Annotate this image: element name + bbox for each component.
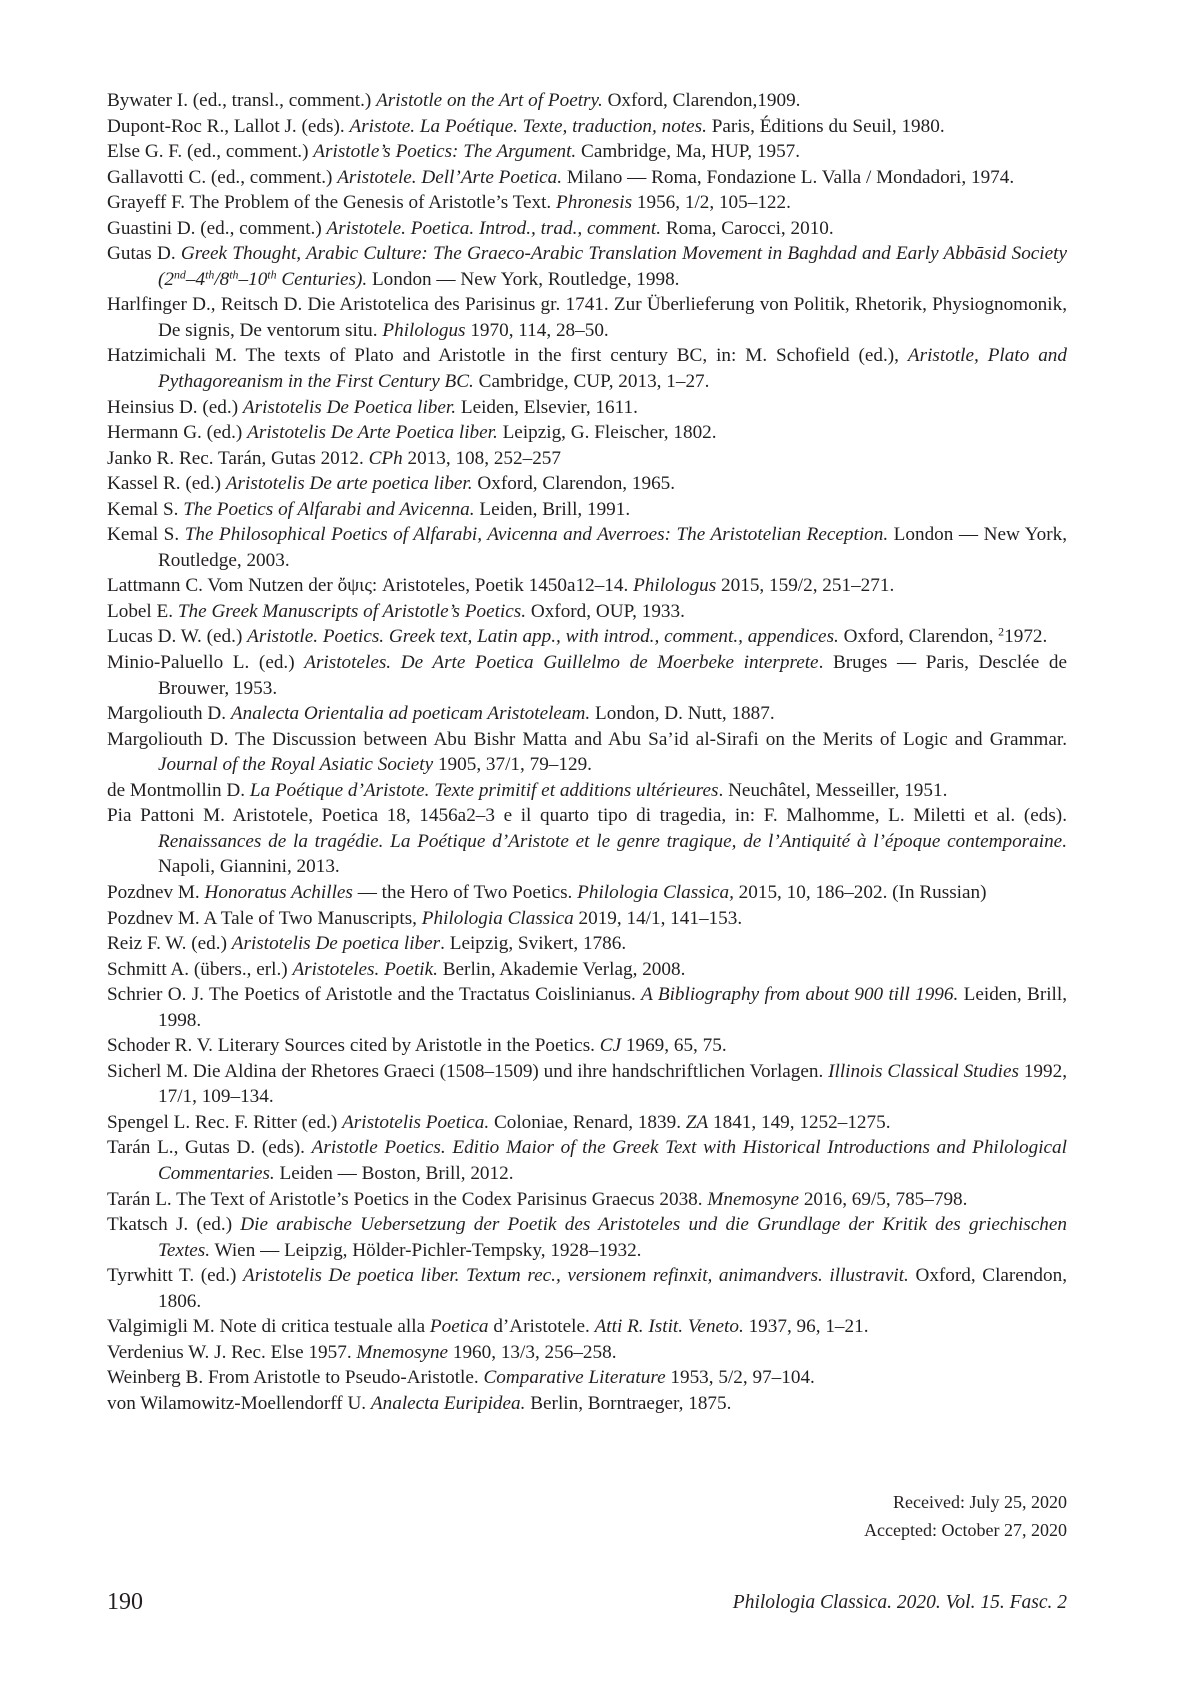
reference-title: Renaissances de la tragédie. La Poétique d’Aristote et le genre tragique, de l’Antiquité à l’époque contemporaine. — [158, 830, 1067, 852]
reference-entry — [107, 165, 1067, 191]
reference-text: Pia Pattoni M. Aristotele, Poetica 18, 1456a2–3 e il quarto tipo di tragedia, in: F. Malhomme, L. Miletti et al. (eds). — [107, 805, 1067, 827]
reference-entry — [107, 139, 1067, 165]
reference-text: Berlin, Borntraeger, 1875. — [525, 1392, 732, 1414]
reference-entry — [107, 573, 1067, 599]
reference-text: Margoliouth D. — [107, 703, 231, 725]
reference-text: 1970, 114, 28–50. — [465, 319, 609, 341]
reference-title: Phronesis — [556, 192, 633, 214]
reference-title: Honoratus Achilles — [204, 881, 353, 903]
reference-title: Comparative Literature — [483, 1367, 666, 1389]
reference-text: Tkatsch J. (ed.) — [107, 1214, 241, 1236]
reference-text: 2013, 108, 252–257 — [402, 447, 561, 469]
reference-title: Atti R. Istit. Veneto. — [594, 1316, 744, 1338]
reference-entry — [107, 446, 1067, 472]
reference-entry — [107, 241, 1067, 292]
reference-text: Tyrwhitt T. (ed.) — [107, 1265, 244, 1287]
accepted-date: Accepted: October 27, 2020 — [864, 1520, 1067, 1540]
reference-title: Philologus — [633, 575, 717, 597]
reference-text: . Bruges — Paris, Desclée de Brouwer, 1953. — [158, 652, 1067, 699]
reference-text: Roma, Carocci, 2010. — [661, 217, 834, 239]
reference-title: Aristotelis De poetica liber — [231, 933, 441, 955]
reference-title: nd — [173, 267, 186, 282]
reference-title: Aristotelis Poetica. — [342, 1111, 490, 1133]
reference-text: Gallavotti C. (ed., comment.) — [107, 166, 338, 188]
reference-title: Mnemosyne — [707, 1188, 800, 1210]
reference-text: Pozdnev M. — [107, 881, 205, 903]
reference-text: Minio-Paluello L. (ed.) — [107, 652, 305, 674]
reference-text: — the Hero of Two Poetics. — [352, 881, 578, 903]
reference-text: Tarán L. The Text of Aristotle’s Poetics in the Codex Parisinus Graecus 2038. — [107, 1188, 708, 1210]
reference-entry — [107, 1033, 1067, 1059]
reference-text: 2019, 14/1, 141–153. — [573, 907, 743, 929]
reference-title: Aristotelis De Poetica liber. — [242, 396, 457, 418]
reference-text: Leiden — Boston, Brill, 2012. — [274, 1162, 514, 1184]
reference-text: 1905, 37/1, 79–129. — [433, 754, 592, 776]
reference-text: Leiden, Brill, 1998. — [158, 984, 1067, 1031]
reference-entry — [107, 650, 1067, 701]
reference-text: Dupont-Roc R., Lallot J. (eds). — [107, 115, 350, 137]
received-date: Received: July 25, 2020 — [893, 1492, 1067, 1512]
reference-title: Philologus — [382, 319, 466, 341]
reference-text: Paris, Éditions du Seuil, 1980. — [706, 115, 945, 137]
reference-text: Else G. F. (ed., comment.) — [107, 141, 314, 163]
reference-title: Journal of the Royal Asiatic Society — [158, 754, 434, 776]
reference-title: Aristotele. Dell’Arte Poetica. — [337, 166, 563, 188]
reference-text: Hermann G. (ed.) — [107, 422, 248, 444]
reference-entry — [107, 957, 1067, 983]
reference-title: The Philosophical Poetics of Alfarabi, Avicenna and Averroes: The Aristotelian Reception. — [184, 524, 889, 546]
reference-entry — [107, 522, 1067, 573]
reference-text: Grayeff F. The Problem of the Genesis of Aristotle’s Text. — [107, 192, 557, 214]
reference-text: de Montmollin D. — [107, 779, 250, 801]
reference-text: Kemal S. — [107, 524, 185, 546]
reference-text: Pozdnev M. A Tale of Two Manuscripts, — [107, 907, 422, 929]
reference-title: th — [267, 267, 277, 282]
reference-title: The Greek Manuscripts of Aristotle’s Poetics. — [177, 600, 527, 622]
reference-text: Kemal S. — [107, 498, 184, 520]
reference-text: Hatzimichali M. The texts of Plato and Aristotle in the first century BC, in: M. Schofield (ed.), — [107, 345, 908, 367]
reference-title: Aristotle Poetics. Editio Maior of the Greek Text with Historical Introductions and Philological Commentaries. — [158, 1137, 1067, 1184]
reference-text: Reiz F. W. (ed.) — [107, 933, 232, 955]
reference-entry — [107, 1212, 1067, 1263]
reference-text: 1972. — [1004, 626, 1048, 648]
reference-text: 1969, 65, 75. — [621, 1035, 727, 1057]
reference-text: 1960, 13/3, 256–258. — [448, 1341, 617, 1363]
reference-text: Oxford, Clarendon, 1806. — [158, 1265, 1067, 1312]
reference-text: Oxford, Clarendon, — [838, 626, 999, 648]
reference-entry — [107, 778, 1067, 804]
reference-entry — [107, 216, 1067, 242]
reference-title: –10 — [238, 268, 268, 290]
reference-text: Weinberg B. From Aristotle to Pseudo-Aristotle. — [107, 1367, 484, 1389]
reference-title: A Bibliography from about 900 till 1996. — [641, 984, 959, 1006]
reference-text: 1937, 96, 1–21. — [743, 1316, 869, 1338]
reference-text: 1992, 17/1, 109–134. — [158, 1060, 1067, 1108]
reference-title: Mnemosyne — [356, 1341, 449, 1363]
reference-text: 1953, 5/2, 97–104. — [665, 1367, 815, 1389]
reference-text: Heinsius D. (ed.) — [107, 396, 243, 418]
reference-entry — [107, 1110, 1067, 1136]
reference-entry — [107, 395, 1067, 421]
reference-text: Schoder R. V. Literary Sources cited by Aristotle in the Poetics. — [107, 1035, 600, 1057]
reference-title: Die arabische Uebersetzung der Poetik des Aristoteles und die Grundlage der Kritik des griechischen Textes. — [158, 1214, 1067, 1261]
reference-title: The Poetics of Alfarabi and Avicenna. — [183, 498, 475, 520]
reference-entry — [107, 906, 1067, 932]
reference-text: Gutas D. — [107, 243, 181, 265]
reference-text: Leipzig, G. Fleischer, 1802. — [497, 422, 717, 444]
reference-title: Aristoteles. De Arte Poetica Guillelmo de Moerbeke interprete — [304, 652, 819, 674]
reference-text: Guastini D. (ed., comment.) — [107, 217, 327, 239]
reference-title: Aristoteles. Poetik. — [292, 958, 438, 980]
reference-text: . Leipzig, Svikert, 1786. — [440, 933, 627, 955]
reference-title: th — [229, 267, 239, 282]
reference-title: Aristote. La Poétique. Texte, traduction, notes. — [349, 115, 707, 137]
reference-text: Valgimigli M. Note di critica testuale alla — [107, 1316, 430, 1338]
reference-entry — [107, 497, 1067, 523]
reference-text: Janko R. Rec. Tarán, Gutas 2012. — [107, 447, 369, 469]
reference-title: Aristotle. Poetics. Greek text, Latin app., with introd., comment., appendices. — [247, 626, 839, 648]
reference-text: Oxford, Clarendon, 1965. — [472, 473, 676, 495]
reference-text: Leiden, Brill, 1991. — [474, 498, 631, 520]
reference-text: Sicherl M. Die Aldina der Rhetores Graeci (1508–1509) und ihre handschriftlichen Vorlagen. — [107, 1060, 829, 1082]
reference-entry — [107, 1365, 1067, 1391]
reference-text: Verdenius W. J. Rec. Else 1957. — [107, 1341, 357, 1363]
reference-text: 2016, 69/5, 785–798. — [799, 1188, 968, 1210]
reference-title: Aristotle’s Poetics: The Argument. — [313, 141, 577, 163]
reference-text: Oxford, Clarendon,1909. — [602, 90, 801, 111]
reference-list — [107, 88, 1067, 1416]
reference-text: Lattmann C. Vom Nutzen der ὄψις: Aristoteles, Poetik 1450a12–14. — [107, 575, 634, 597]
reference-text: Tarán L., Gutas D. (eds). — [107, 1137, 312, 1159]
reference-entry — [107, 190, 1067, 216]
reference-title: Illinois Classical Studies — [828, 1060, 1019, 1082]
reference-text: Cambridge, CUP, 2013, 1–27. — [473, 371, 710, 393]
reference-title: Centuries). — [276, 268, 368, 290]
reference-title: Analecta Orientalia ad poeticam Aristoteleam. — [230, 703, 591, 725]
reference-entry — [107, 1340, 1067, 1366]
reference-title: Philologia Classica — [421, 907, 574, 929]
reference-entry — [107, 471, 1067, 497]
reference-entry — [107, 1187, 1067, 1213]
reference-entry — [107, 1391, 1067, 1417]
reference-title: La Poétique d’Aristote. Texte primitif et additions ultérieures — [249, 779, 719, 801]
reference-title: Analecta Euripidea. — [370, 1392, 526, 1414]
reference-text: Berlin, Akademie Verlag, 2008. — [437, 958, 686, 980]
reference-text: Oxford, OUP, 1933. — [526, 600, 685, 622]
reference-text: Milano — Roma, Fondazione L. Valla / Mondadori, 1974. — [562, 166, 1015, 188]
reference-title: ZA — [685, 1111, 709, 1133]
reference-text: 1956, 1/2, 105–122. — [632, 192, 791, 214]
reference-text: Schmitt A. (übers., erl.) — [107, 958, 293, 980]
reference-text: Bywater I. (ed., transl., comment.) — [107, 90, 377, 111]
reference-title: Aristotelis De arte poetica liber. — [225, 473, 473, 495]
reference-entry — [107, 880, 1067, 906]
reference-text: Harlfinger D., Reitsch D. Die Aristotelica des Parisinus gr. 1741. Zur Überlieferung von Politik, Rhetorik, Physiognomonik, De signis, De ventorum situ. — [107, 294, 1067, 341]
submission-dates — [667, 1488, 1067, 1544]
reference-title: Poetica — [429, 1316, 489, 1338]
reference-title: Aristotelis De poetica liber. Textum rec., versionem refinxit, animandvers. illustravit. — [243, 1265, 909, 1287]
reference-title: Aristotele. Poetica. Introd., trad., comment. — [326, 217, 662, 239]
reference-entry — [107, 1314, 1067, 1340]
reference-text: Schrier O. J. The Poetics of Aristotle and the Tractatus Coislinianus. — [107, 984, 642, 1006]
reference-entry — [107, 88, 1067, 114]
reference-entry — [107, 420, 1067, 446]
reference-text: von Wilamowitz-Moellendorff U. — [107, 1392, 371, 1414]
page-number: 190 — [107, 1589, 143, 1615]
reference-text: Coloniae, Renard, 1839. — [489, 1111, 686, 1133]
reference-title: th — [205, 267, 215, 282]
reference-text: Cambridge, Ma, HUP, 1957. — [576, 141, 801, 163]
reference-title: Philologia Classica, — [577, 881, 734, 903]
reference-entry — [107, 624, 1067, 650]
reference-text: 2015, 10, 186–202. (In Russian) — [733, 881, 987, 903]
reference-text: London, D. Nutt, 1887. — [590, 703, 775, 725]
reference-entry — [107, 343, 1067, 394]
reference-title: Greek Thought, Arabic Culture: The Graeco-Arabic Translation Movement in Baghdad and Early Abbāsid Society (2 — [158, 243, 1068, 290]
reference-text: Napoli, Giannini, 2013. — [158, 856, 340, 878]
reference-title: CPh — [368, 447, 403, 469]
reference-text: Kassel R. (ed.) — [107, 473, 226, 495]
reference-text: . Neuchâtel, Messeiller, 1951. — [718, 779, 948, 801]
reference-entry — [107, 1059, 1067, 1110]
reference-entry — [107, 1263, 1067, 1314]
reference-text: London — New York, Routledge, 1998. — [367, 268, 680, 290]
reference-entry — [107, 701, 1067, 727]
reference-text: Leiden, Elsevier, 1611. — [456, 396, 638, 418]
reference-title: CJ — [599, 1035, 622, 1057]
reference-text: 2 — [998, 624, 1005, 639]
reference-text: d’Aristotele. — [488, 1316, 595, 1338]
reference-entry — [107, 599, 1067, 625]
reference-entry — [107, 803, 1067, 880]
reference-entry — [107, 727, 1067, 778]
reference-text: Lobel E. — [107, 600, 178, 622]
reference-entry — [107, 114, 1067, 140]
reference-text: 1841, 149, 1252–1275. — [708, 1111, 891, 1133]
reference-text: Margoliouth D. The Discussion between Abu Bishr Matta and Abu Sa’id al-Sirafi on the Merits of Logic and Grammar. — [107, 728, 1067, 750]
reference-title: /8 — [214, 268, 230, 290]
reference-title: Aristotle on the Art of Poetry. — [376, 90, 603, 111]
reference-text: Lucas D. W. (ed.) — [107, 626, 248, 648]
reference-title: Aristotle, Plato and Pythagoreanism in the First Century BC. — [158, 345, 1067, 393]
reference-text: London — New York, Routledge, 2003. — [158, 524, 1068, 571]
reference-entry — [107, 292, 1067, 343]
reference-entry — [107, 1135, 1067, 1186]
reference-entry — [107, 982, 1067, 1033]
journal-footer: Philologia Classica. 2020. Vol. 15. Fasc. 2 — [732, 1592, 1067, 1613]
reference-title: Aristotelis De Arte Poetica liber. — [247, 422, 498, 444]
reference-text: 2015, 159/2, 251–271. — [716, 575, 895, 597]
reference-text: Wien — Leipzig, Hölder-Pichler-Tempsky, 1928–1932. — [210, 1239, 642, 1261]
reference-title: –4 — [185, 268, 206, 290]
reference-entry — [107, 931, 1067, 957]
reference-text: Spengel L. Rec. F. Ritter (ed.) — [107, 1111, 343, 1133]
